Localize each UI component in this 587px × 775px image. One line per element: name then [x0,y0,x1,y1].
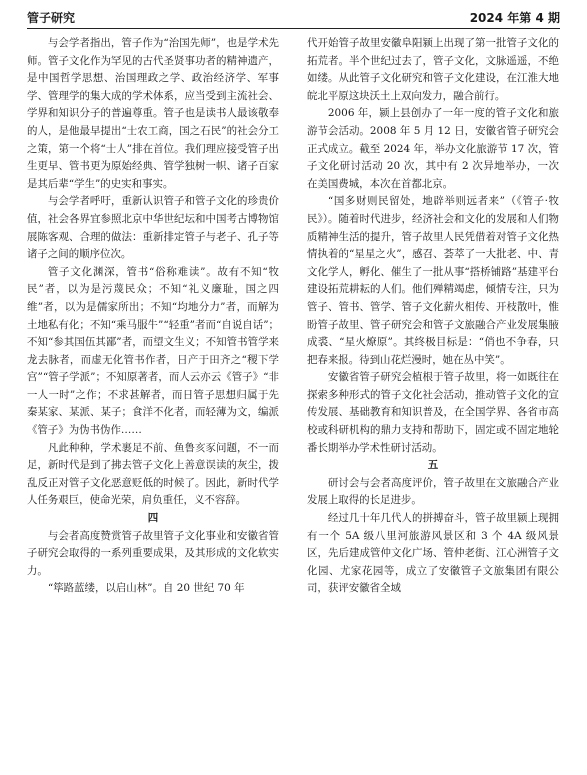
paragraph: 与会学者呼吁，重新认识管子和管子文化的珍贵价值，社会各界宜参照北京中华世纪坛和中国考古博物馆展陈客观、合理的做法：重新排定管子与老子、孔子等诸子之间的顺序位次。 [27,195,279,261]
paragraph: 2006 年，颍上县创办了一年一度的管子文化和旅游节会活动。2008 年 5 月 12 日，安徽省管子研究会正式成立。截至 2024 年，举办文化旅游节 17 次，管子文化研讨活动 20 次，其中有 2 次异地举办，一次在美国费城，本次在首都北京。 [307,107,559,190]
issue-number: 2024 年第 4 期 [469,11,560,25]
paragraph: 凡此种种，学术裹足不前、鱼鲁亥豕问题，不一而足，新时代是到了拂去管子文化上善意误读的灰尘，拨乱反正对管子文化恶意贬低的时候了。因此，新时代学人任务艰巨，使命光荣，肩负重任，义不容辞。 [27,441,279,507]
paragraph: 管子文化渊深，管书“俗称难读”。故有不知“牧民”者，以为是污蔑民众；不知“礼义廉耻，国之四维”者，以为是儒家所出；不知“均地分力”者，而解为土地私有化；不知“乘马服牛”“轻重”者而“自说自话”；不知“参其国伍其鄙”者，而望文生义；不知管书管学来龙去脉者，而虚无化管书作者，日产于田齐之“稷下学宫”“管子学派”；不知原著者，而人云亦云《管子》“非一人一时”之作；不求甚解者，而日管子思想归属于先秦某家、某派、某子；食洋不化者，而轻薄为文，编派《管子》为伪书伪作…… [27,265,279,437]
paragraph-continued: 代开始管子故里安徽阜阳颍上出现了第一批管子文化的拓荒者。半个世纪过去了，管子文化，文脉遥遥，不绝如缕。从此管子文化研究和管子文化建设，在江淮大地皖北平原这块沃土上双向发力，融合前行。 [307,37,559,102]
paragraph: 经过几十年几代人的拼搏奋斗，管子故里颍上现拥有一个 5A 级八里河旅游风景区和 3 个 4A 级风景区，先后建成管仲文化广场、管仲老街、江心洲管子文化园、尤家花园等，成立了安徽管子文旅集团有限公司，获评安徽省全域 [307,512,559,595]
paragraph: “筚路蓝缕，以启山林”。自 20 世纪 70 年 [47,582,245,595]
running-header [27,8,560,26]
paragraph: 与会学者指出，管子作为“治国先师”，也是学术先师。管子文化作为罕见的古代圣贤事功者的精神遗产，是中国哲学思想、治国理政之学、政治经济学、军事学、管理学的集大成的学术体系，应当受到主流社会、学界和知识分子的普遍尊重。管子也是读书人最该敬奉的人，是他最早提出“士农工商，国之石民”的社会分工之策，第一个将“士人”排在首位。我们理应接受管子出生更早、管书更为原始经典、管学独树一帜、诸子百家是其后辈“学生”的史实和事实。 [27,37,279,190]
right-column [307,35,559,769]
left-column [27,35,279,769]
section-heading-4: 四 [147,512,159,525]
paragraph: 安徽省管子研究会植根于管子故里，将一如既往在探索多种形式的管子文化社会活动，推动管子文化的宣传发展、基础教育和知识普及，在全国学界、各省市高校或科研机构的鼎力支持和帮助下，固定或不固定地轮番长期举办学术性研讨活动。 [307,371,559,454]
paragraph: “国多财则民留处，地辟举则远者来”（《管子·牧民》）。随着时代进步，经济社会和文化的发展和人们物质精神生活的提升，管子故里人民凭借着对管子文化热情执着的“星星之火”，感召、荟萃了一大批老、中、青文化学人，孵化、催生了一批从事“搭桥铺路”基建平台建设拓荒耕耘的人们。他们殚精竭虑，倾情专注，只为管子、管书、管学、管子文化薪火相传、开枝散叶，惟盼管子故里、管子研究会和管子文旅融合产业发展集腋成裘、“星火燎原”。其终极目标是：“俏也不争春，只把春来报。待到山花烂漫时，她在丛中笑”。 [307,195,559,366]
section-heading-5: 五 [427,459,439,472]
journal-name: 管子研究 [27,11,76,25]
paragraph: 与会者高度赞赏管子故里管子文化事业和安徽省管子研究会取得的一系列重要成果，及其形成的文化软实力。 [27,529,279,577]
paragraph: 研讨会与会者高度评价，管子故里在文旅融合产业发展上取得的长足进步。 [307,476,559,507]
header-rule [27,28,560,29]
